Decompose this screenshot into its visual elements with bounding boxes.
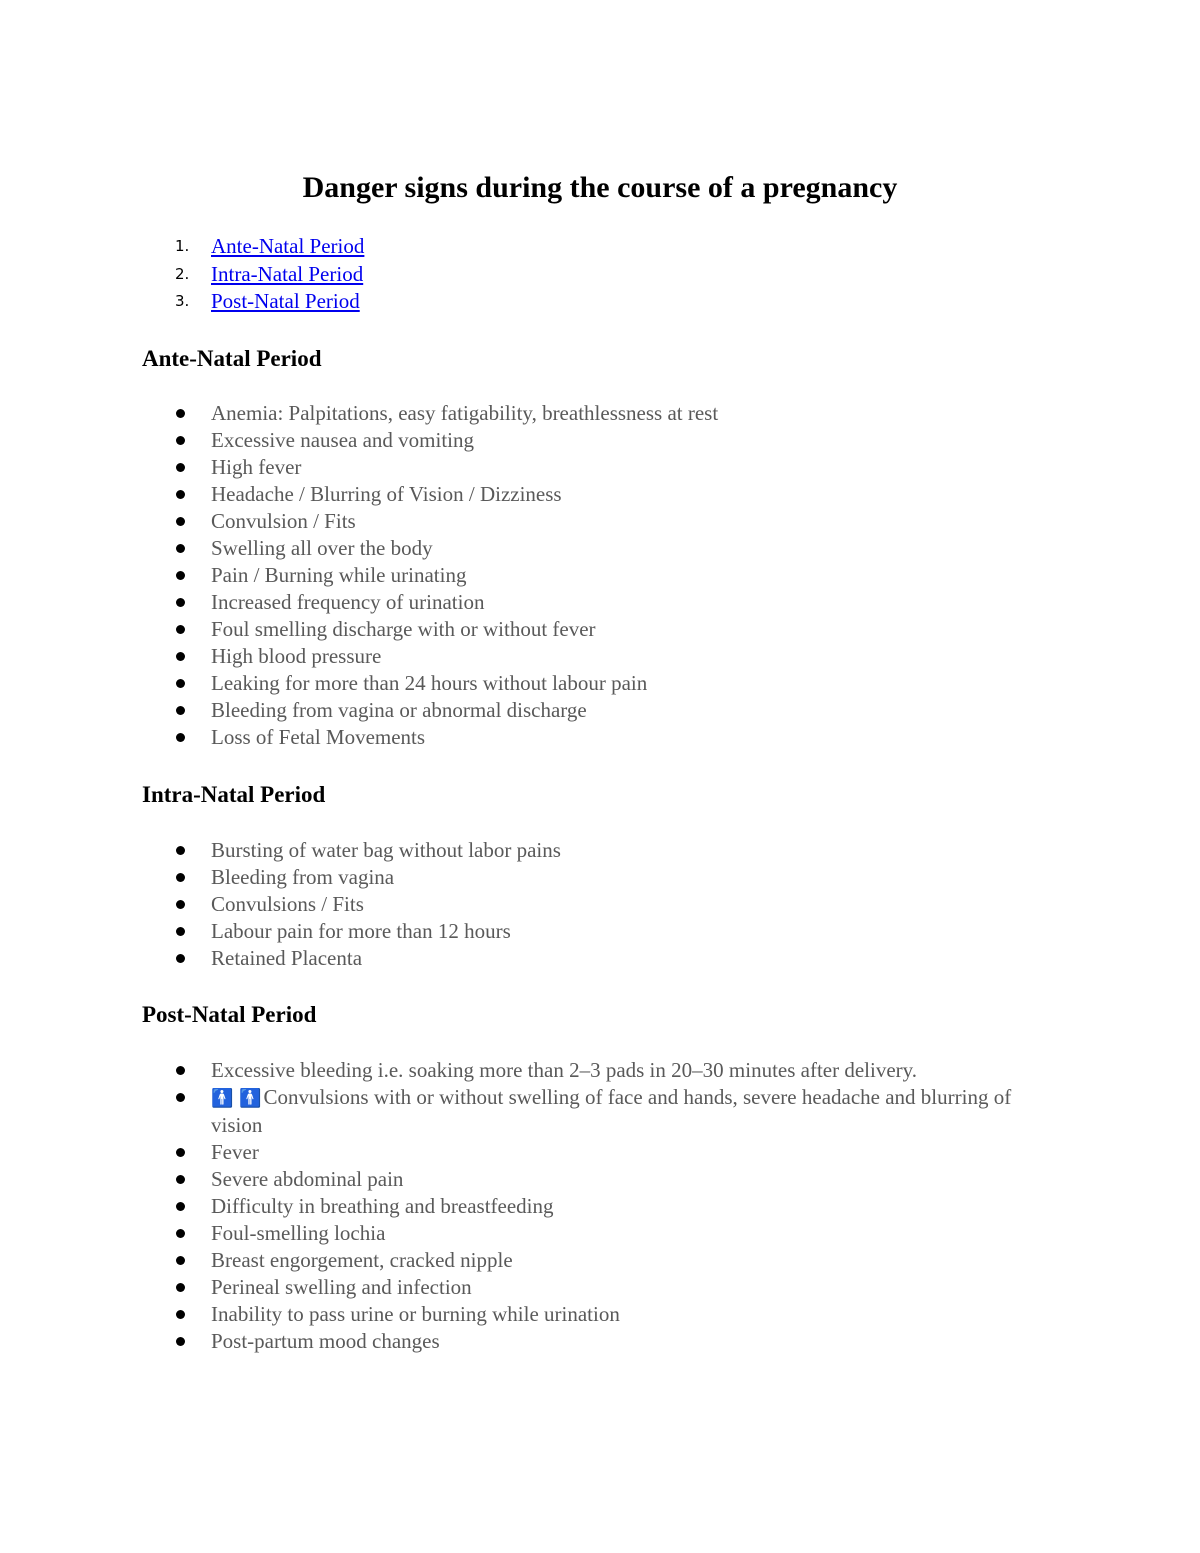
list-item	[142, 508, 1042, 535]
list-item-text: Foul-smelling lochia	[211, 1221, 386, 1245]
bullet-icon	[176, 927, 185, 936]
page-title: Danger signs during the course of a pregnancy	[302, 171, 898, 204]
toc-link-intra-natal[interactable]: Intra-Natal Period	[211, 261, 364, 286]
bullet-icon	[176, 1337, 185, 1346]
bullet-icon	[176, 954, 185, 963]
list-item-text: Convulsion / Fits	[211, 509, 356, 533]
list-item-text: Convulsions with or without swelling of face and hands, severe headache and blurring of vision	[211, 1085, 1012, 1137]
toc-item	[142, 233, 364, 261]
list-item-text: Loss of Fetal Movements	[211, 725, 426, 749]
bullet-icon	[176, 544, 185, 553]
bullet-icon	[176, 571, 185, 580]
list-item	[142, 864, 1042, 891]
list-item-text: Convulsions / Fits	[211, 892, 364, 916]
list-item-text: Bursting of water bag without labor pains	[211, 838, 561, 862]
list-item	[142, 535, 1042, 562]
list-item	[142, 562, 1042, 589]
list-item	[142, 1328, 1042, 1355]
list-item-text: Inability to pass urine or burning while urination	[211, 1302, 620, 1326]
post-natal-list	[142, 1057, 1042, 1355]
list-item-text: Leaking for more than 24 hours without labour pain	[211, 671, 648, 695]
list-item	[142, 1247, 1042, 1274]
list-item-text: Labour pain for more than 12 hours	[211, 919, 511, 943]
bullet-icon	[176, 625, 185, 634]
bullet-icon	[176, 900, 185, 909]
toc-number: 2.	[175, 264, 190, 283]
list-item	[142, 670, 1042, 697]
section-heading-ante-natal: Ante-Natal Period	[142, 346, 322, 371]
list-item-text: Perineal swelling and infection	[211, 1275, 472, 1299]
list-item-text: Retained Placenta	[211, 946, 363, 970]
list-item	[142, 1084, 1042, 1139]
list-item	[142, 1220, 1042, 1247]
list-item	[142, 481, 1042, 508]
bullet-icon	[176, 652, 185, 661]
list-item	[142, 1139, 1042, 1166]
bullet-icon	[176, 409, 185, 418]
list-item-text: High blood pressure	[211, 644, 382, 668]
list-item	[142, 616, 1042, 643]
list-item	[142, 427, 1042, 454]
bullet-icon	[176, 490, 185, 499]
toc-link-post-natal[interactable]: Post-Natal Period	[211, 289, 360, 314]
list-item-text: Bleeding from vagina	[211, 865, 395, 889]
bullet-icon	[176, 1283, 185, 1292]
bullet-icon	[176, 1229, 185, 1238]
toc-item	[142, 261, 364, 289]
list-item	[142, 400, 1042, 427]
list-item-text: Breast engorgement, cracked nipple	[211, 1248, 513, 1272]
bullet-icon	[176, 1093, 185, 1102]
list-item-text: Fever	[211, 1140, 259, 1164]
ante-natal-list	[142, 400, 1042, 751]
person-icon: 🚹 🚹	[211, 1088, 262, 1109]
list-item-text: Headache / Blurring of Vision / Dizziness	[211, 482, 562, 506]
list-item-text: Severe abdominal pain	[211, 1167, 404, 1191]
list-item-text: Swelling all over the body	[211, 536, 433, 560]
bullet-icon	[176, 733, 185, 742]
toc-number: 1.	[175, 237, 190, 256]
list-item	[142, 891, 1042, 918]
list-item	[142, 589, 1042, 616]
list-item	[142, 1166, 1042, 1193]
list-item-text: Foul smelling discharge with or without fever	[211, 617, 596, 641]
bullet-icon	[176, 1148, 185, 1157]
bullet-icon	[176, 706, 185, 715]
toc-item	[142, 288, 364, 316]
list-item	[142, 724, 1042, 751]
intra-natal-list	[142, 837, 1042, 972]
list-item	[142, 697, 1042, 724]
list-item	[142, 837, 1042, 864]
list-item-text: Increased frequency of urination	[211, 590, 485, 614]
list-item-text: Post-partum mood changes	[211, 1329, 440, 1353]
list-item-text: Bleeding from vagina or abnormal discharge	[211, 698, 587, 722]
list-item	[142, 918, 1042, 945]
list-item	[142, 1193, 1042, 1220]
list-item	[142, 454, 1042, 481]
bullet-icon	[176, 1175, 185, 1184]
bullet-icon	[176, 1310, 185, 1319]
bullet-icon	[176, 679, 185, 688]
list-item	[142, 1057, 1042, 1084]
list-item	[142, 643, 1042, 670]
list-item-text: High fever	[211, 455, 302, 479]
list-item	[142, 945, 1042, 972]
bullet-icon	[176, 846, 185, 855]
section-heading-intra-natal: Intra-Natal Period	[142, 782, 326, 807]
bullet-icon	[176, 1202, 185, 1211]
bullet-icon	[176, 436, 185, 445]
list-item-text: Excessive nausea and vomiting	[211, 428, 475, 452]
list-item	[142, 1301, 1042, 1328]
bullet-icon	[176, 873, 185, 882]
section-heading-post-natal: Post-Natal Period	[142, 1002, 317, 1027]
bullet-icon	[176, 598, 185, 607]
toc-number: 3.	[175, 292, 190, 311]
bullet-icon	[176, 1066, 185, 1075]
toc-link-ante-natal[interactable]: Ante-Natal Period	[211, 234, 365, 259]
bullet-icon	[176, 463, 185, 472]
list-item	[142, 1274, 1042, 1301]
bullet-icon	[176, 1256, 185, 1265]
list-item-text: Difficulty in breathing and breastfeeding	[211, 1194, 554, 1218]
list-item-text: Anemia: Palpitations, easy fatigability, breathlessness at rest	[211, 401, 719, 425]
bullet-icon	[176, 517, 185, 526]
list-item-text: Pain / Burning while urinating	[211, 563, 467, 587]
table-of-contents	[142, 233, 364, 316]
list-item-text: Excessive bleeding i.e. soaking more than 2–3 pads in 20–30 minutes after delivery.	[211, 1058, 918, 1082]
